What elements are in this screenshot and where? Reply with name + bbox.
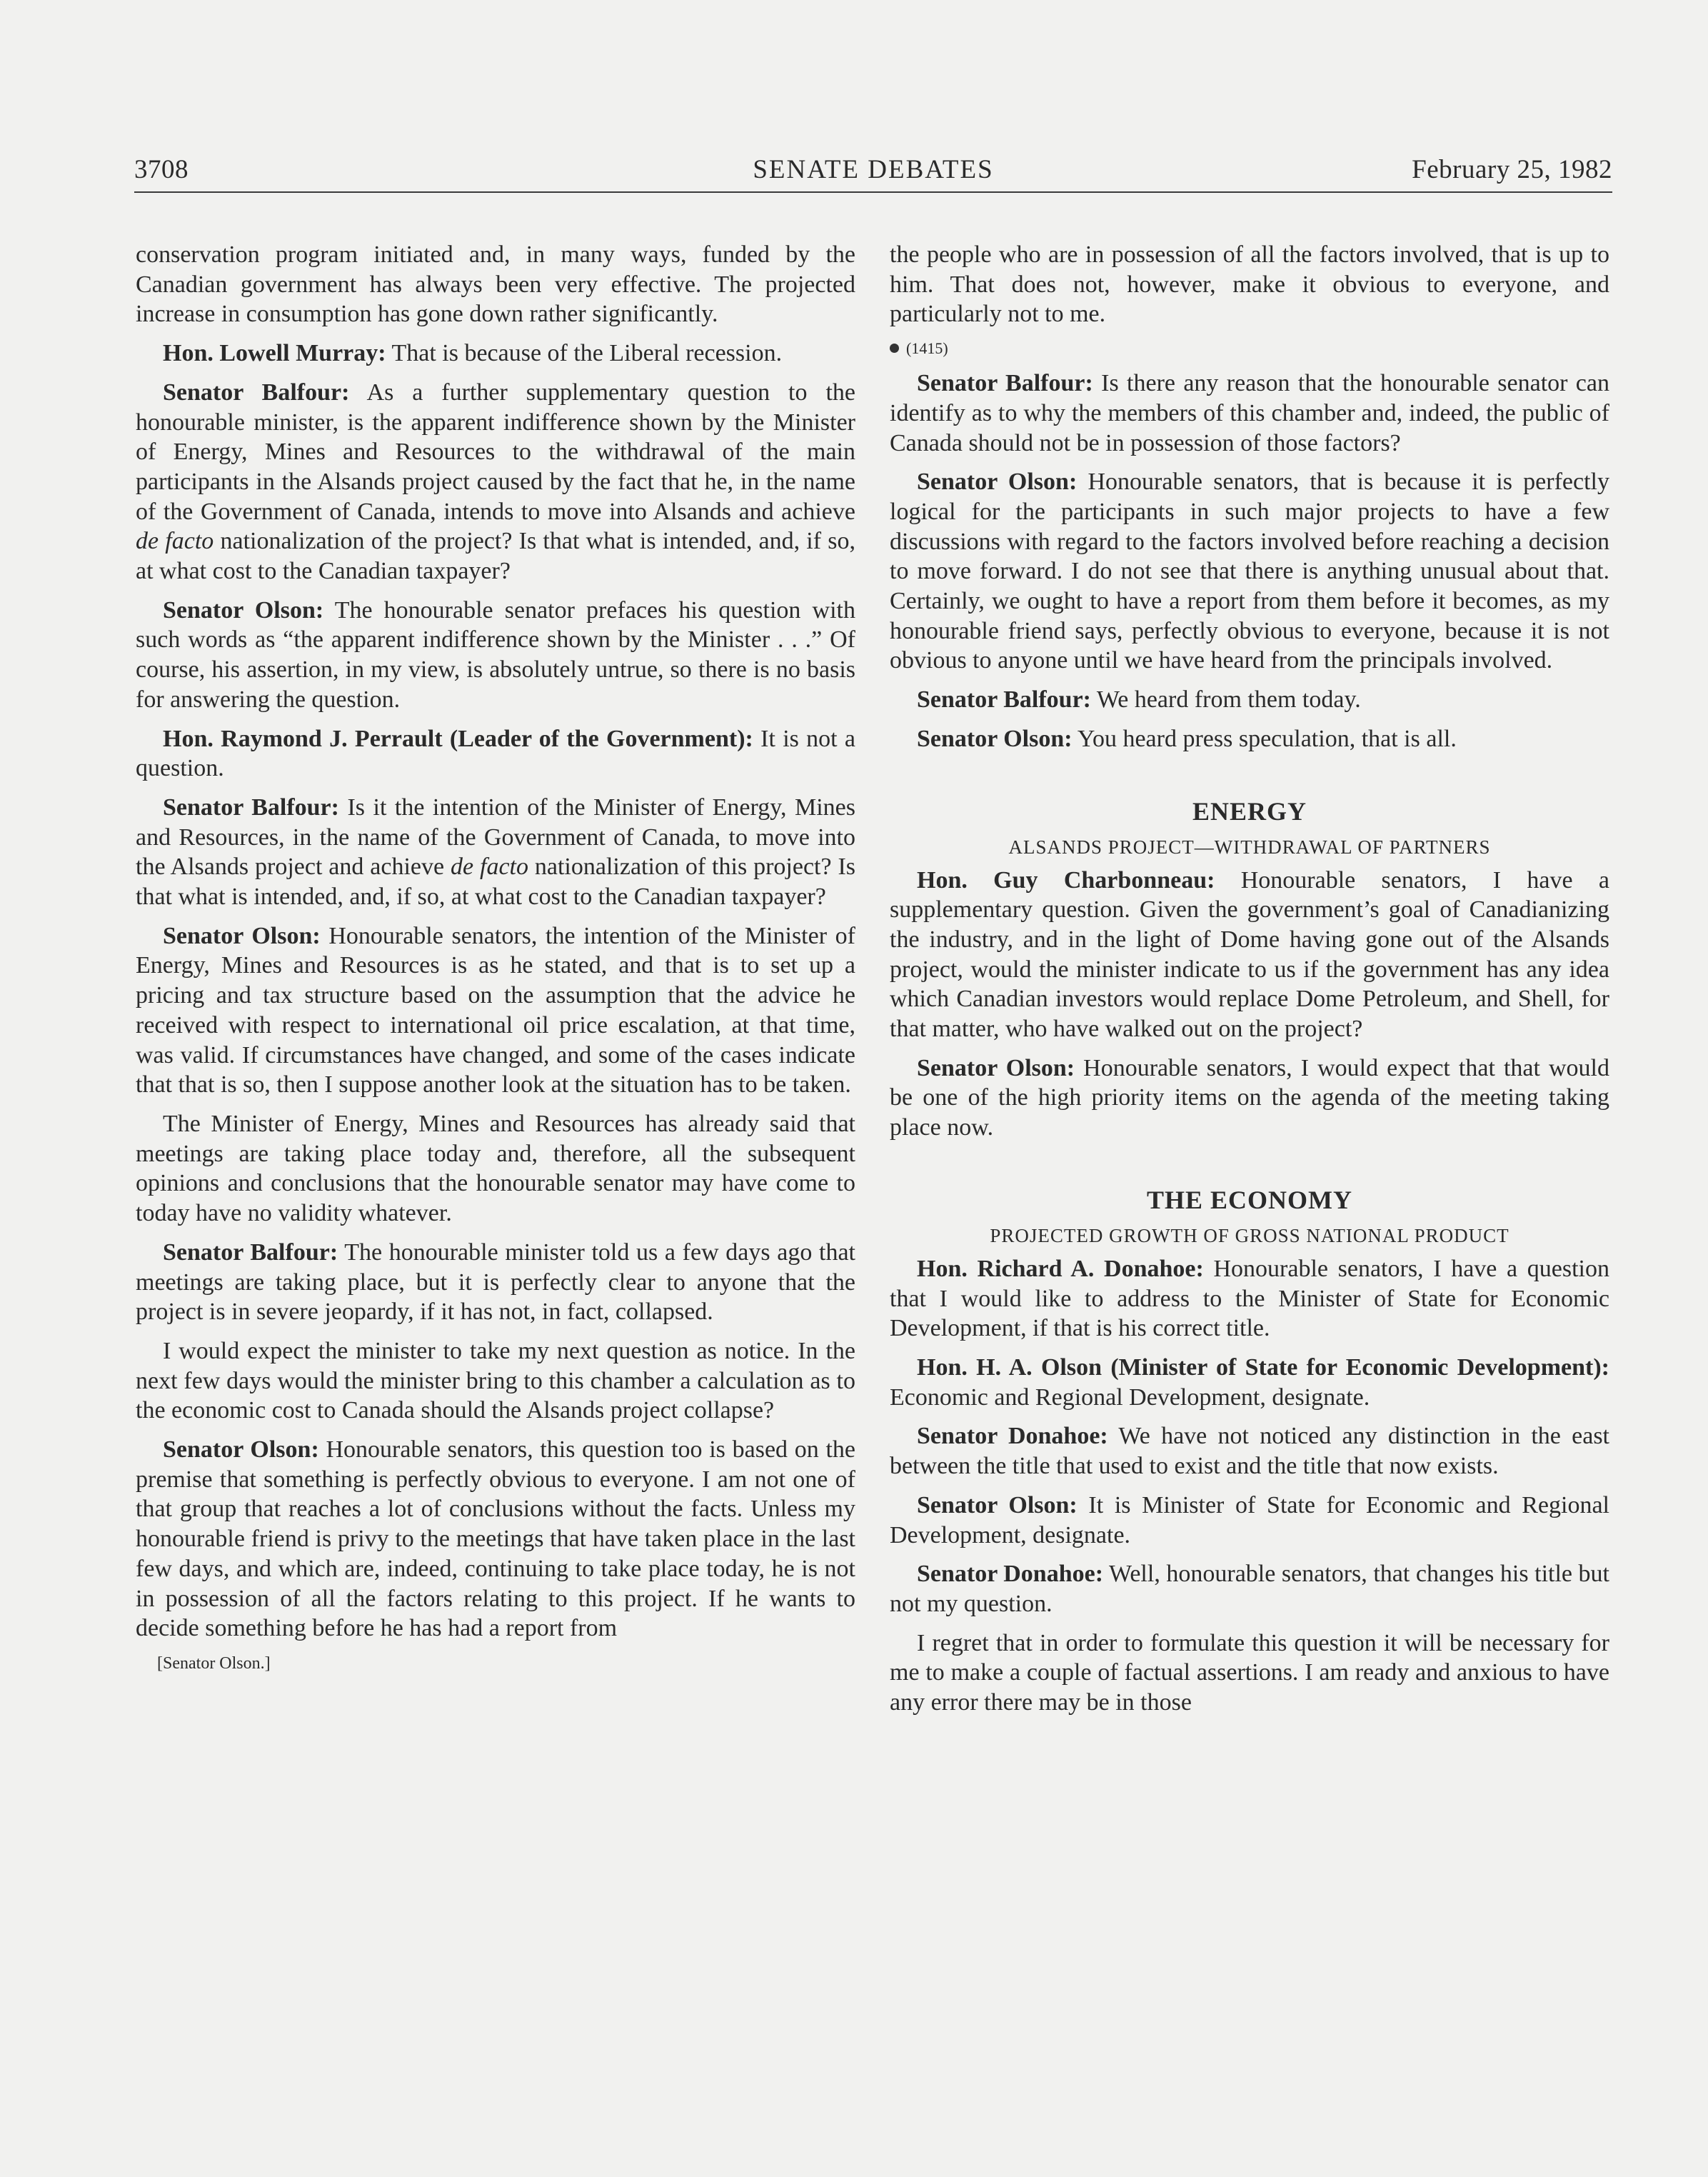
speaker-name: Senator Olson: xyxy=(917,725,1072,752)
speaker-name: Senator Donahoe: xyxy=(917,1561,1104,1588)
speaker-name: Senator Balfour: xyxy=(163,794,339,821)
speech-text: Honourable senators, the intention of the Minister of Energy, Mines and Resources is as he stated, and that is to set up a pricing and tax structure based on the assumption that the advice he received with respect to international oil price escalation, at that time, was valid. If circumstances have changed, and some of the cases indicate that that is so, then I suppose another look at the situation has to be taken. xyxy=(136,922,855,1098)
paragraph xyxy=(136,921,855,1100)
speaker-name: Senator Balfour: xyxy=(163,379,350,406)
speech-text: As a further supplementary question to the honourable minister, is the apparent indifference shown by the Minister of Energy, Mines and Resources to the withdrawal of the main participants in the Alsands project caused by the fact that he, in the name of the Government of Canada, intends to move into Alsands and achieve xyxy=(136,379,855,525)
speech-text: It is Minister of State for Economic and Regional Development, designate. xyxy=(890,1491,1609,1548)
paragraph xyxy=(136,596,855,715)
speaker-name: Senator Olson: xyxy=(917,1054,1075,1081)
publication-date: February 25, 1982 xyxy=(1412,155,1612,184)
speaker-name: Senator Olson: xyxy=(917,1491,1077,1518)
paragraph xyxy=(136,1238,855,1327)
paragraph xyxy=(890,1559,1609,1618)
speech-text: We have not noticed any distinction in the east between the title that used to exist and the title that now exists. xyxy=(890,1423,1609,1480)
paragraph xyxy=(890,1254,1609,1343)
speaker-name: Hon. Lowell Murray: xyxy=(163,340,386,367)
speaker-name: Senator Balfour: xyxy=(917,370,1093,397)
paragraph-text: conservation program initiated and, in many ways, funded by the Canadian government has always been very effective. The projected increase in consumption has gone down rather significantly. xyxy=(136,241,855,328)
speaker-name: Senator Balfour: xyxy=(163,1238,338,1266)
speech-text: Is it the intention of the Minister of Energy, Mines and Resources, in the name of the Government of Canada, to move into the Alsands project and achieve xyxy=(136,794,855,881)
speech-text: You heard press speculation, that is all. xyxy=(1072,725,1457,752)
paragraph-text: the people who are in possession of all the factors involved, that is up to him. That does not, however, make it obvious to everyone, and particularly not to me. xyxy=(890,241,1609,328)
page-header xyxy=(134,154,1612,193)
speech-text: Honourable senators, I would expect that that would be one of the high priority items on the agenda of the meeting taking place now. xyxy=(890,1054,1609,1141)
paragraph xyxy=(136,339,855,369)
left-column xyxy=(136,240,855,1674)
paragraph xyxy=(136,240,855,329)
section-subtitle: ALSANDS PROJECT—WITHDRAWAL OF PARTNERS xyxy=(1008,836,1491,858)
paragraph xyxy=(890,1491,1609,1550)
paragraph-text: I regret that in order to formulate this question it will be necessary for me to make a couple of factual assertions. I am ready and anxious to have any error there may be in those xyxy=(890,1629,1609,1716)
speaker-name: Senator Olson: xyxy=(163,1436,319,1463)
italic-text: de facto xyxy=(451,854,528,881)
paragraph xyxy=(136,1435,855,1643)
paragraph-text: The Minister of Energy, Mines and Resources has already said that meetings are taking place today and, therefore, all the subsequent opinions and conclusions that the honourable senator may have come to today have no validity whatever. xyxy=(136,1110,855,1227)
speaker-name: Senator Balfour: xyxy=(917,686,1091,714)
section-title: THE ECONOMY xyxy=(1146,1185,1352,1214)
publication-title: SENATE DEBATES xyxy=(753,155,994,184)
paragraph-text: I would expect the minister to take my next question as notice. In the next few days would the minister bring to this chamber a calculation as to the economic cost to Canada should the Alsands project collapse? xyxy=(136,1337,855,1424)
page-number: 3708 xyxy=(134,155,189,184)
time-marker-text: (1415) xyxy=(906,339,948,358)
speech-text: Honourable senators, I have a supplementary question. Given the government’s goal of Canadianizing the industry, and in the light of Dome having gone out of the Alsands project, would the minister indicate to us if the government has any idea which Canadian investors would replace Dome Petroleum, and Shell, for that matter, who have walked out on the project? xyxy=(890,866,1609,1043)
section-subtitle: PROJECTED GROWTH OF GROSS NATIONAL PRODUCT xyxy=(990,1224,1509,1246)
paragraph xyxy=(890,866,1609,1044)
speaker-name: Senator Olson: xyxy=(163,596,324,624)
speech-text: Honourable senators, that is because it is perfectly logical for the participants in such major projects to have a few discussions with regard to the factors involved before reaching a decision to move forward. I do not see that there is anything unusual about that. Certainly, we ought to have a report from them before it becomes, as my honourable friend says, perfectly obvious to everyone, because it is not obvious to anyone until we have heard from the principals involved. xyxy=(890,469,1609,674)
paragraph xyxy=(890,1628,1609,1718)
speaker-name: Hon. Richard A. Donahoe: xyxy=(917,1255,1204,1282)
speech-text: That is because of the Liberal recession. xyxy=(386,340,783,367)
paragraph xyxy=(890,467,1609,676)
paragraph xyxy=(890,1421,1609,1481)
paragraph xyxy=(890,240,1609,329)
speech-text: Is there any reason that the honourable senator can identify as to why the members of this chamber and, indeed, the public of Canada should not be in possession of those factors? xyxy=(890,370,1609,456)
speaker-name: Senator Donahoe: xyxy=(917,1423,1108,1450)
right-column xyxy=(890,240,1609,1727)
speech-text: Well, honourable senators, that changes his title but not my question. xyxy=(890,1561,1609,1617)
speech-text: nationalization of this project? Is that what is intended, and, if so, at what cost to the Canadian taxpayer? xyxy=(136,854,856,911)
speech-text: Honourable senators, this question too is based on the premise that something is perfectly obvious to everyone. I am not one of that group that reaches a lot of conclusions without the facts. Unless my honourable friend is privy to the meetings that have taken place in the last few days, and which are, indeed, continuing to take place today, he is not in possession of all the factors relating to this project. If he wants to decide something before he has had a report from xyxy=(136,1436,855,1642)
paragraph xyxy=(136,378,855,586)
time-marker xyxy=(890,339,1609,359)
speech-text: We heard from them today. xyxy=(1090,686,1361,714)
paragraph xyxy=(890,1353,1609,1412)
paragraph xyxy=(890,369,1609,458)
paragraph xyxy=(890,724,1609,754)
paragraph xyxy=(136,793,855,912)
paragraph xyxy=(890,685,1609,715)
speaker-name: Senator Olson: xyxy=(917,469,1077,496)
section-title: ENERGY xyxy=(1192,796,1307,826)
speech-text: Economic and Regional Development, designate. xyxy=(890,1383,1370,1411)
paragraph xyxy=(136,724,855,784)
speaker-name: Hon. H. A. Olson (Minister of State for Economic Development): xyxy=(917,1353,1609,1381)
speech-text: Honourable senators, I have a question that I would like to address to the Minister of State for Economic Development, if that is his correct title. xyxy=(890,1255,1609,1342)
speech-text: The honourable senator prefaces his question with such words as “the apparent indifference shown by the Minister . . .” Of course, his assertion, in my view, is absolutely untrue, so there is no basis for answering the question. xyxy=(136,596,855,713)
paragraph xyxy=(890,1054,1609,1143)
paragraph xyxy=(136,1336,855,1426)
speaker-name: Hon. Guy Charbonneau: xyxy=(917,866,1215,894)
speaker-name: Hon. Raymond J. Perrault (Leader of the Government): xyxy=(163,725,753,752)
italic-text: de facto xyxy=(136,528,214,555)
bullet-icon xyxy=(890,344,899,353)
speech-text: nationalization of the project? Is that what is intended, and, if so, at what cost to the Canadian taxpayer? xyxy=(136,528,856,585)
column-footer-note: [Senator Olson.] xyxy=(157,1653,271,1673)
speaker-name: Senator Olson: xyxy=(163,922,321,949)
speech-text: The honourable minister told us a few days ago that meetings are taking place, but it is perfectly clear to anyone that the project is in severe jeopardy, if it has not, in fact, collapsed. xyxy=(136,1238,856,1326)
speech-text: It is not a question. xyxy=(136,725,856,782)
paragraph xyxy=(136,1109,855,1228)
